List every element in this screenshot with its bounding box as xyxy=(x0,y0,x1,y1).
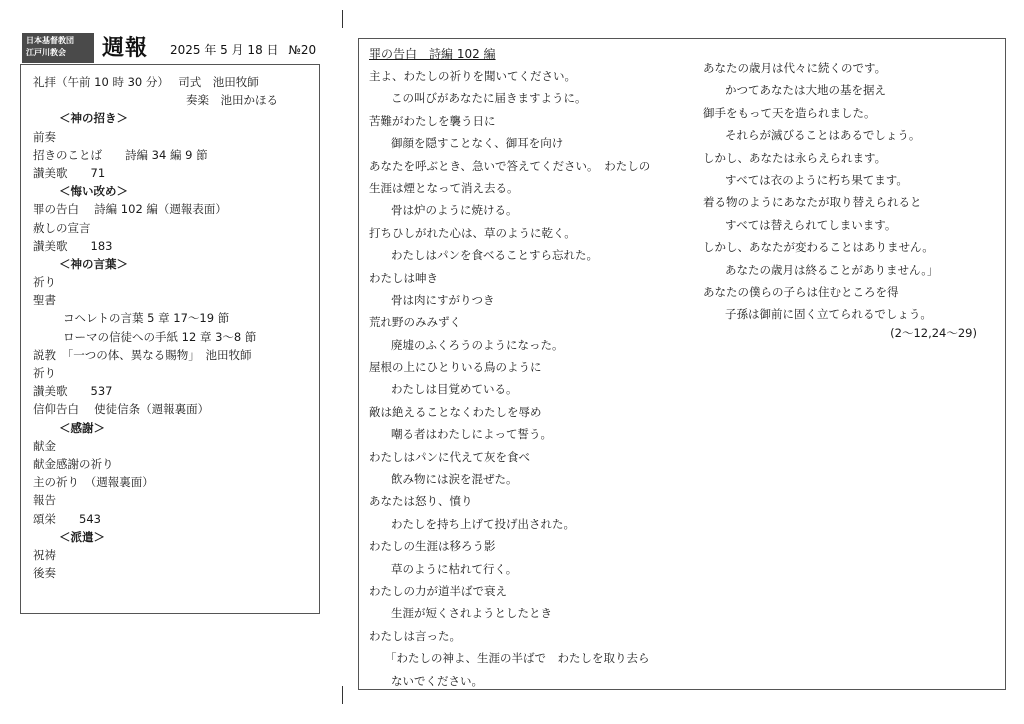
section-heading: ＜神の言葉＞ xyxy=(59,256,128,271)
psalm-line: わたしを持ち上げて投げ出された。 xyxy=(391,516,575,531)
psalm-reference: (2～12,24～29) xyxy=(890,326,977,340)
psalm-line: 屋根の上にひとりいる鳥のように xyxy=(369,360,542,375)
order-item: 献金 xyxy=(33,438,56,453)
psalm-line: しかし、あなたは永らえられます。 xyxy=(703,150,887,165)
order-item: 祈り xyxy=(33,275,56,290)
section-heading: ＜感謝＞ xyxy=(59,420,105,435)
psalm-line: あなたの歳月は代々に続くのです。 xyxy=(703,61,887,75)
psalm-line: あなたの僕らの子らは住むところを得 xyxy=(703,284,899,299)
psalm-line: 飲み物には涙を混ぜた。 xyxy=(391,472,518,487)
section-heading: ＜悔い改め＞ xyxy=(59,184,128,199)
issue-number: №20 xyxy=(288,43,317,57)
psalm-line: ないでください。 xyxy=(391,673,483,688)
psalm-column-right xyxy=(703,57,938,326)
psalm-line: 嘲る者はわたしによって誓う。 xyxy=(391,427,552,442)
issue-date: 2025 年 5 月 18 日 xyxy=(170,43,279,57)
psalm-line: かつてあなたは大地の基を据え xyxy=(725,83,886,98)
fold-mark-top xyxy=(342,10,343,28)
order-item: 信仰告白 使徒信条（週報裏面） xyxy=(33,402,210,417)
psalm-line: わたしはパンに代えて灰を食べ xyxy=(369,449,530,464)
order-item: 讃美歌 183 xyxy=(33,238,113,253)
order-item: 招きのことば 詩編 34 編 9 節 xyxy=(33,147,208,162)
psalm-line: 主よ、わたしの祈りを聞いてください。 xyxy=(369,69,576,83)
psalm-line: しかし、あなたが変わることはありません。 xyxy=(703,240,934,255)
psalm-line: 着る物のようにあなたが取り替えられると xyxy=(703,195,922,210)
order-item: ローマの信徒への手紙 12 章 3～8 節 xyxy=(63,329,257,344)
psalm-line: 打ちひしがれた心は、草のように乾く。 xyxy=(369,225,576,240)
psalm-line: わたしは呻き xyxy=(369,270,438,285)
psalm-line: 廃墟のふくろうのようになった。 xyxy=(391,337,564,352)
psalm-line: この叫びがあなたに届きますように。 xyxy=(391,91,587,106)
order-of-worship xyxy=(20,64,320,614)
order-item: 報告 xyxy=(33,493,56,508)
psalm-line: 御顔を隠すことなく、御耳を向け xyxy=(391,136,564,151)
psalm-panel xyxy=(358,38,1006,690)
weekly-title: 週報 xyxy=(102,36,149,61)
psalm-line: 「わたしの神よ、生涯の半ばで わたしを取り去ら xyxy=(385,651,650,666)
psalm-line: わたしはパンを食べることすら忘れた。 xyxy=(391,248,598,263)
psalm-line: わたしは目覚めている。 xyxy=(391,382,518,397)
order-item: 祈り xyxy=(33,366,56,380)
order-item: 奏楽 池田かほる xyxy=(186,93,278,108)
psalm-line: 苦難がわたしを襲う日に xyxy=(369,113,496,128)
order-item: 頌栄 543 xyxy=(33,511,101,526)
order-item: 礼拝（午前 10 時 30 分） 司式 池田牧師 xyxy=(33,75,259,89)
order-item: コヘレトの言葉 5 章 17～19 節 xyxy=(63,311,230,326)
psalm-line: 草のように枯れて行く。 xyxy=(391,561,518,576)
psalm-line: あなたを呼ぶとき、急いで答えてください。 わたしの xyxy=(369,158,651,173)
section-heading: ＜神の招き＞ xyxy=(59,111,128,126)
order-item: 祝祷 xyxy=(33,547,56,562)
psalm-line: わたしの生涯は移ろう影 xyxy=(369,539,496,554)
bulletin-header xyxy=(22,33,322,63)
issue-info xyxy=(170,41,322,58)
church-denomination: 日本基督教団 xyxy=(26,36,74,45)
psalm-line: それらが滅びることはあるでしょう。 xyxy=(725,128,921,143)
order-item: 前奏 xyxy=(33,129,56,144)
psalm-line: あなたは怒り、憤り xyxy=(369,494,473,509)
psalm-line: 子孫は御前に固く立てられるでしょう。 xyxy=(725,307,932,322)
order-item: 説教 「一つの体、異なる賜物」 池田牧師 xyxy=(33,347,252,362)
order-item: 赦しの宣言 xyxy=(33,220,91,235)
psalm-line: 荒れ野のみみずく xyxy=(369,315,461,330)
order-item: 後奏 xyxy=(33,566,56,581)
psalm-line: わたしの力が道半ばで衰え xyxy=(369,583,507,598)
order-item: 讃美歌 537 xyxy=(33,384,113,399)
fold-mark-bottom xyxy=(342,686,343,704)
order-item: 献金感謝の祈り xyxy=(33,456,114,471)
psalm-line: すべては衣のように朽ち果てます。 xyxy=(725,172,908,187)
psalm-line: 御手をもって天を造られました。 xyxy=(703,105,876,120)
psalm-line: あなたの歳月は終ることがありません。」 xyxy=(725,262,939,277)
psalm-title: 罪の告白 詩編 102 編 xyxy=(369,47,496,61)
psalm-line: 骨は肉にすがりつき xyxy=(391,292,495,307)
church-name-box xyxy=(22,33,94,63)
order-item: 讃美歌 71 xyxy=(33,165,106,180)
psalm-line: 敵は絶えることなくわたしを辱め xyxy=(369,404,542,419)
psalm-line: 生涯が短くされようとしたとき xyxy=(391,606,552,621)
order-list xyxy=(33,73,278,582)
order-item: 主の祈り （週報裏面） xyxy=(33,475,154,490)
psalm-line: 骨は炉のように焼ける。 xyxy=(391,203,518,218)
psalm-column-left xyxy=(369,65,650,692)
order-item: 聖書 xyxy=(33,293,56,308)
psalm-line: 生涯は煙となって消え去る。 xyxy=(369,180,519,195)
order-item: 罪の告白 詩編 102 編（週報表面） xyxy=(33,202,227,217)
psalm-line: わたしは言った。 xyxy=(369,628,461,643)
section-heading: ＜派遣＞ xyxy=(59,529,105,544)
psalm-line: すべては替えられてしまいます。 xyxy=(725,217,897,232)
church-name: 江戸川教会 xyxy=(26,48,66,57)
